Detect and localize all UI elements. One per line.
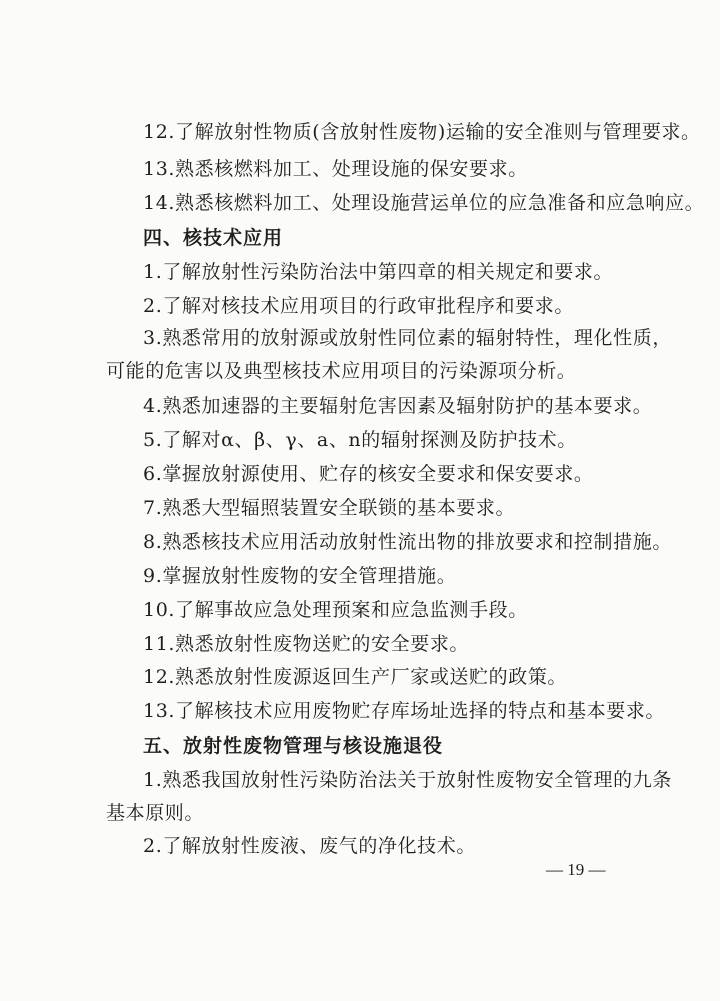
section-heading-5: 五、放射性废物管理与核设施退役 <box>143 735 444 757</box>
item-9-waste-management: 9.掌握放射性废物的安全管理措施。 <box>143 565 457 587</box>
item-1-pollution-law: 1.了解放射性污染防治法中第四章的相关规定和要求。 <box>143 261 614 283</box>
item-3-continuation: 可能的危害以及典型核技术应用项目的污染源项分析。 <box>106 360 577 382</box>
item-1-continuation: 基本原则。 <box>106 802 205 824</box>
item-7-irradiation-interlock: 7.熟悉大型辐照装置安全联锁的基本要求。 <box>143 497 516 519</box>
item-3-radiation-properties: 3.熟悉常用的放射源或放射性同位素的辐射特性，理化性质， <box>143 327 672 349</box>
item-8-effluent: 8.熟悉核技术应用活动放射性流出物的排放要求和控制措施。 <box>143 531 672 553</box>
section-heading-4: 四、核技术应用 <box>143 227 284 249</box>
item-11-waste-storage: 11.熟悉放射性废物送贮的安全要求。 <box>143 633 470 655</box>
item-12-transport-rules: 12.了解放射性物质(含放射性废物)运输的安全准则与管理要求。 <box>143 121 701 143</box>
item-5-detection: 5.了解对α、β、γ、a、n的辐射探测及防护技术。 <box>143 429 577 451</box>
item-6-source-storage: 6.掌握放射源使用、贮存的核安全要求和保安要求。 <box>143 463 594 485</box>
item-13-storage-site: 13.了解核技术应用废物贮存库场址选择的特点和基本要求。 <box>143 700 666 722</box>
item-1-nine-principles: 1.熟悉我国放射性污染防治法关于放射性废物安全管理的九条 <box>143 769 672 791</box>
item-2-approval-procedure: 2.了解对核技术应用项目的行政审批程序和要求。 <box>143 295 574 317</box>
item-14-emergency-response: 14.熟悉核燃料加工、处理设施营运单位的应急准备和应急响应。 <box>143 192 705 214</box>
item-4-accelerator: 4.熟悉加速器的主要辐射危害因素及辐射防护的基本要求。 <box>143 395 653 417</box>
item-13-fuel-security: 13.熟悉核燃料加工、处理设施的保安要求。 <box>143 158 528 180</box>
item-2-purification: 2.了解放射性废液、废气的净化技术。 <box>143 835 476 857</box>
page-number: — 19 — <box>546 860 606 879</box>
item-12-source-return: 12.熟悉放射性废源返回生产厂家或送贮的政策。 <box>143 666 568 688</box>
item-10-emergency-plan: 10.了解事故应急处理预案和应急监测手段。 <box>143 599 528 621</box>
